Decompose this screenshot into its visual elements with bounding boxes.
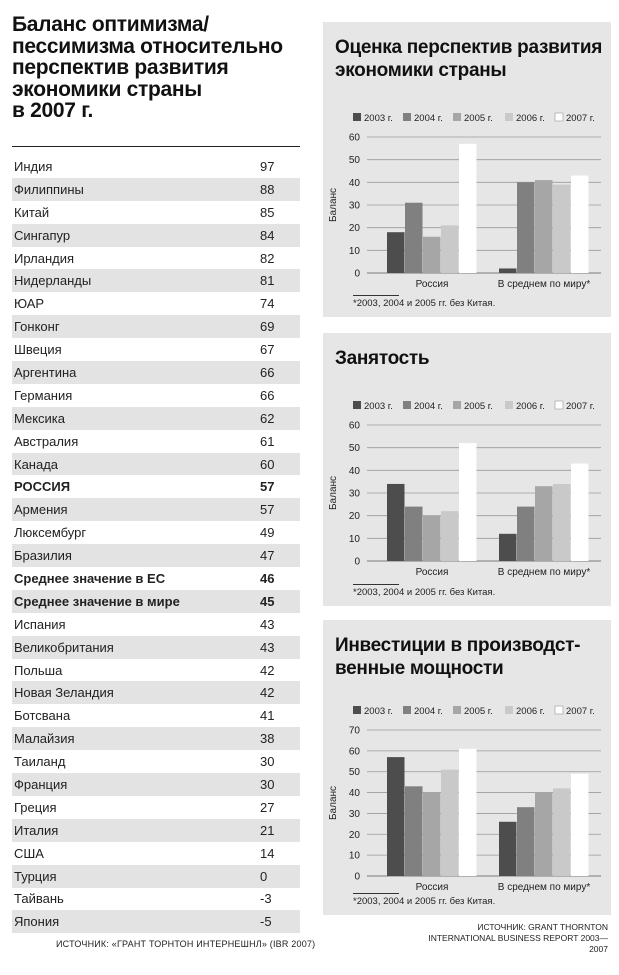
- bar: [387, 757, 405, 876]
- table-row: [12, 178, 300, 201]
- bar: [423, 237, 441, 273]
- balance-value: 30: [260, 776, 275, 792]
- table-row: [12, 453, 300, 476]
- bar: [441, 225, 459, 273]
- table-row: [12, 910, 300, 933]
- legend-label: 2006 г.: [516, 401, 545, 412]
- table-row: [12, 750, 300, 773]
- bar: [499, 268, 517, 273]
- y-tick-label: 60: [348, 746, 360, 758]
- country-name: Греция: [14, 799, 57, 815]
- legend-label: 2004 г.: [414, 401, 443, 412]
- legend-label: 2003 г.: [364, 401, 393, 412]
- bar: [535, 793, 553, 876]
- y-tick-label: 40: [348, 465, 360, 477]
- y-tick-label: 70: [348, 725, 360, 737]
- balance-value: 43: [260, 616, 275, 632]
- country-name: Италия: [14, 822, 59, 838]
- bar: [459, 443, 477, 561]
- legend-label: 2003 г.: [364, 706, 393, 717]
- country-name: Канада: [14, 456, 59, 472]
- country-name: Испания: [14, 616, 66, 632]
- balance-value: 88: [260, 181, 275, 197]
- bar: [387, 232, 405, 273]
- legend-swatch: [403, 113, 411, 121]
- y-tick-label: 0: [354, 556, 360, 568]
- chart-panel-employment: [323, 333, 611, 606]
- country-balance-table: [12, 155, 300, 933]
- y-tick-label: 10: [348, 533, 360, 545]
- country-name: Люксембург: [14, 525, 87, 541]
- balance-value: 47: [260, 548, 275, 564]
- balance-value: 61: [260, 433, 275, 449]
- balance-value: 38: [260, 731, 275, 747]
- y-tick-label: 0: [354, 871, 360, 883]
- table-row: [12, 888, 300, 911]
- chart-title: Инвестиции в производст- венные мощности: [335, 635, 581, 679]
- balance-value: 81: [260, 273, 275, 289]
- bar: [517, 182, 535, 273]
- bar-chart-employment: [323, 395, 611, 585]
- y-tick-label: 60: [348, 132, 360, 144]
- table-row: [12, 681, 300, 704]
- y-tick-label: 30: [348, 488, 360, 500]
- country-name: Филиппины: [14, 181, 84, 197]
- legend-swatch: [505, 706, 513, 714]
- y-axis-label: Баланс: [328, 475, 339, 511]
- x-tick-label: Россия: [415, 567, 449, 578]
- country-name: Индия: [14, 158, 53, 174]
- balance-value: 42: [260, 685, 275, 701]
- legend-swatch: [453, 113, 461, 121]
- table-row: [12, 224, 300, 247]
- country-name: Швеция: [14, 342, 62, 358]
- country-name: РОССИЯ: [14, 479, 71, 495]
- legend-swatch: [453, 401, 461, 409]
- legend-label: 2007 г.: [566, 401, 595, 412]
- bar: [553, 788, 571, 876]
- table-row: [12, 796, 300, 819]
- chart-panel-capacity-investment: [323, 620, 611, 915]
- table-row: [12, 636, 300, 659]
- bar: [405, 786, 423, 876]
- balance-value: 46: [260, 570, 275, 586]
- table-row: [12, 247, 300, 270]
- balance-value: 66: [260, 364, 275, 380]
- table-row: [12, 430, 300, 453]
- country-name: Япония: [14, 914, 60, 930]
- country-name: Польша: [14, 662, 63, 678]
- balance-value: 0: [260, 868, 268, 884]
- country-name: Великобритания: [14, 639, 114, 655]
- table-title: Баланс оптимизма/ пессимизма относительно перспектив развития экономики страны в 2007 г.: [12, 13, 283, 122]
- table-row: [12, 338, 300, 361]
- legend-swatch: [555, 113, 563, 121]
- y-tick-label: 20: [348, 829, 360, 841]
- table-source: ИСТОЧНИК: «ГРАНТ ТОРНТОН ИНТЕРНЕШНЛ» (IBR 2007): [56, 939, 316, 949]
- chart-footnote: *2003, 2004 и 2005 гг. без Китая.: [353, 298, 496, 309]
- country-name: Бразилия: [14, 548, 72, 564]
- bar: [535, 180, 553, 273]
- country-name: США: [14, 845, 44, 861]
- table-row: [12, 292, 300, 315]
- country-name: Таиланд: [14, 754, 66, 770]
- footnote-rule: [353, 295, 399, 296]
- chart-footnote: *2003, 2004 и 2005 гг. без Китая.: [353, 896, 496, 907]
- balance-value: 97: [260, 158, 275, 174]
- x-tick-label: Россия: [415, 882, 449, 893]
- country-name: Малайзия: [14, 731, 75, 747]
- legend-swatch: [403, 706, 411, 714]
- table-row: [12, 819, 300, 842]
- balance-value: 42: [260, 662, 275, 678]
- balance-value: 57: [260, 479, 275, 495]
- footnote-rule: [353, 893, 399, 894]
- charts-source: ИСТОЧНИК: GRANT THORNTON INTERNATIONAL BUSINESS REPORT 2003—2007: [428, 922, 608, 954]
- balance-value: 27: [260, 799, 275, 815]
- table-row: [12, 155, 300, 178]
- bar: [405, 507, 423, 561]
- legend-label: 2006 г.: [516, 706, 545, 717]
- bar: [405, 203, 423, 273]
- bar: [387, 484, 405, 561]
- country-name: Аргентина: [14, 364, 77, 380]
- x-tick-label: Россия: [415, 279, 449, 290]
- table-row: [12, 384, 300, 407]
- y-tick-label: 50: [348, 443, 360, 455]
- table-row: [12, 842, 300, 865]
- footnote-rule: [353, 584, 399, 585]
- y-tick-label: 50: [348, 155, 360, 167]
- balance-value: 30: [260, 754, 275, 770]
- bar: [571, 464, 589, 561]
- country-name: Среднее значение в ЕС: [14, 570, 166, 586]
- legend-label: 2005 г.: [464, 113, 493, 124]
- chart-footnote: *2003, 2004 и 2005 гг. без Китая.: [353, 587, 496, 598]
- balance-value: 57: [260, 502, 275, 518]
- country-name: Мексика: [14, 410, 66, 426]
- legend-swatch: [555, 706, 563, 714]
- country-name: Ботсвана: [14, 708, 71, 724]
- y-tick-label: 60: [348, 420, 360, 432]
- country-name: Германия: [14, 387, 73, 403]
- balance-value: 49: [260, 525, 275, 541]
- table-row: [12, 659, 300, 682]
- y-tick-label: 10: [348, 850, 360, 862]
- y-tick-label: 0: [354, 268, 360, 280]
- bar: [423, 516, 441, 561]
- y-tick-label: 40: [348, 177, 360, 189]
- x-tick-label: В среднем по миру*: [497, 567, 591, 578]
- legend-swatch: [505, 401, 513, 409]
- table-row: [12, 475, 300, 498]
- table-row: [12, 727, 300, 750]
- country-name: Ирландия: [14, 250, 75, 266]
- table-row: [12, 590, 300, 613]
- country-name: Тайвань: [14, 891, 64, 907]
- y-tick-label: 50: [348, 767, 360, 779]
- title-divider: [12, 146, 300, 147]
- table-row: [12, 201, 300, 224]
- balance-value: 69: [260, 319, 275, 335]
- country-name: Гонконг: [14, 319, 60, 335]
- bar: [571, 176, 589, 273]
- bar: [423, 793, 441, 876]
- balance-value: 21: [260, 822, 275, 838]
- table-row: [12, 773, 300, 796]
- country-name: Новая Зеландия: [14, 685, 114, 701]
- balance-value: 60: [260, 456, 275, 472]
- legend-swatch: [353, 113, 361, 121]
- legend-swatch: [505, 113, 513, 121]
- y-tick-label: 30: [348, 808, 360, 820]
- table-row: [12, 544, 300, 567]
- legend-swatch: [453, 706, 461, 714]
- balance-value: 41: [260, 708, 275, 724]
- balance-value: 62: [260, 410, 275, 426]
- country-name: Китай: [14, 204, 50, 220]
- x-tick-label: В среднем по миру*: [497, 279, 591, 290]
- bar: [459, 144, 477, 273]
- country-name: Австралия: [14, 433, 79, 449]
- bar: [553, 185, 571, 273]
- table-row: [12, 865, 300, 888]
- y-tick-label: 20: [348, 511, 360, 523]
- y-axis-label: Баланс: [328, 785, 339, 821]
- y-tick-label: 30: [348, 200, 360, 212]
- bar: [459, 749, 477, 876]
- table-row: [12, 361, 300, 384]
- table-row: [12, 521, 300, 544]
- balance-value: 84: [260, 227, 275, 243]
- y-tick-label: 40: [348, 788, 360, 800]
- chart-panel-economy-outlook: [323, 22, 611, 317]
- bar: [517, 507, 535, 561]
- country-name: Среднее значение в мире: [14, 593, 180, 609]
- table-row: [12, 704, 300, 727]
- legend-swatch: [555, 401, 563, 409]
- country-name: ЮАР: [14, 296, 45, 312]
- y-tick-label: 10: [348, 245, 360, 257]
- balance-value: -3: [260, 891, 272, 907]
- y-axis-label: Баланс: [328, 187, 339, 223]
- y-tick-label: 20: [348, 223, 360, 235]
- balance-value: 43: [260, 639, 275, 655]
- bar-chart-economy-outlook: [323, 107, 611, 297]
- table-row: [12, 269, 300, 292]
- legend-label: 2005 г.: [464, 401, 493, 412]
- balance-value: 14: [260, 845, 275, 861]
- country-name: Турция: [14, 868, 57, 884]
- legend-swatch: [353, 706, 361, 714]
- table-row: [12, 567, 300, 590]
- legend-swatch: [403, 401, 411, 409]
- legend-label: 2004 г.: [414, 113, 443, 124]
- bar: [517, 807, 535, 876]
- balance-value: 74: [260, 296, 275, 312]
- country-name: Франция: [14, 776, 68, 792]
- bar: [571, 774, 589, 876]
- balance-value: 45: [260, 593, 275, 609]
- bar: [553, 484, 571, 561]
- table-row: [12, 498, 300, 521]
- legend-label: 2003 г.: [364, 113, 393, 124]
- chart-title: Оценка перспектив развития экономики страны: [335, 37, 603, 81]
- legend-label: 2006 г.: [516, 113, 545, 124]
- bar: [499, 822, 517, 876]
- bar: [441, 511, 459, 561]
- legend-label: 2007 г.: [566, 706, 595, 717]
- bar: [499, 534, 517, 561]
- balance-value: 66: [260, 387, 275, 403]
- chart-title: Занятость: [335, 348, 430, 369]
- country-name: Сингапур: [14, 227, 71, 243]
- country-name: Нидерланды: [14, 273, 92, 289]
- table-row: [12, 613, 300, 636]
- legend-label: 2004 г.: [414, 706, 443, 717]
- bar: [535, 486, 553, 561]
- table-row: [12, 315, 300, 338]
- x-tick-label: В среднем по миру*: [497, 882, 591, 893]
- table-row: [12, 407, 300, 430]
- bar: [441, 770, 459, 876]
- balance-value: -5: [260, 914, 272, 930]
- balance-value: 67: [260, 342, 275, 358]
- legend-label: 2007 г.: [566, 113, 595, 124]
- balance-value: 85: [260, 204, 275, 220]
- bar-chart-capacity-investment: [323, 700, 611, 900]
- legend-swatch: [353, 401, 361, 409]
- country-name: Армения: [14, 502, 68, 518]
- balance-value: 82: [260, 250, 275, 266]
- legend-label: 2005 г.: [464, 706, 493, 717]
